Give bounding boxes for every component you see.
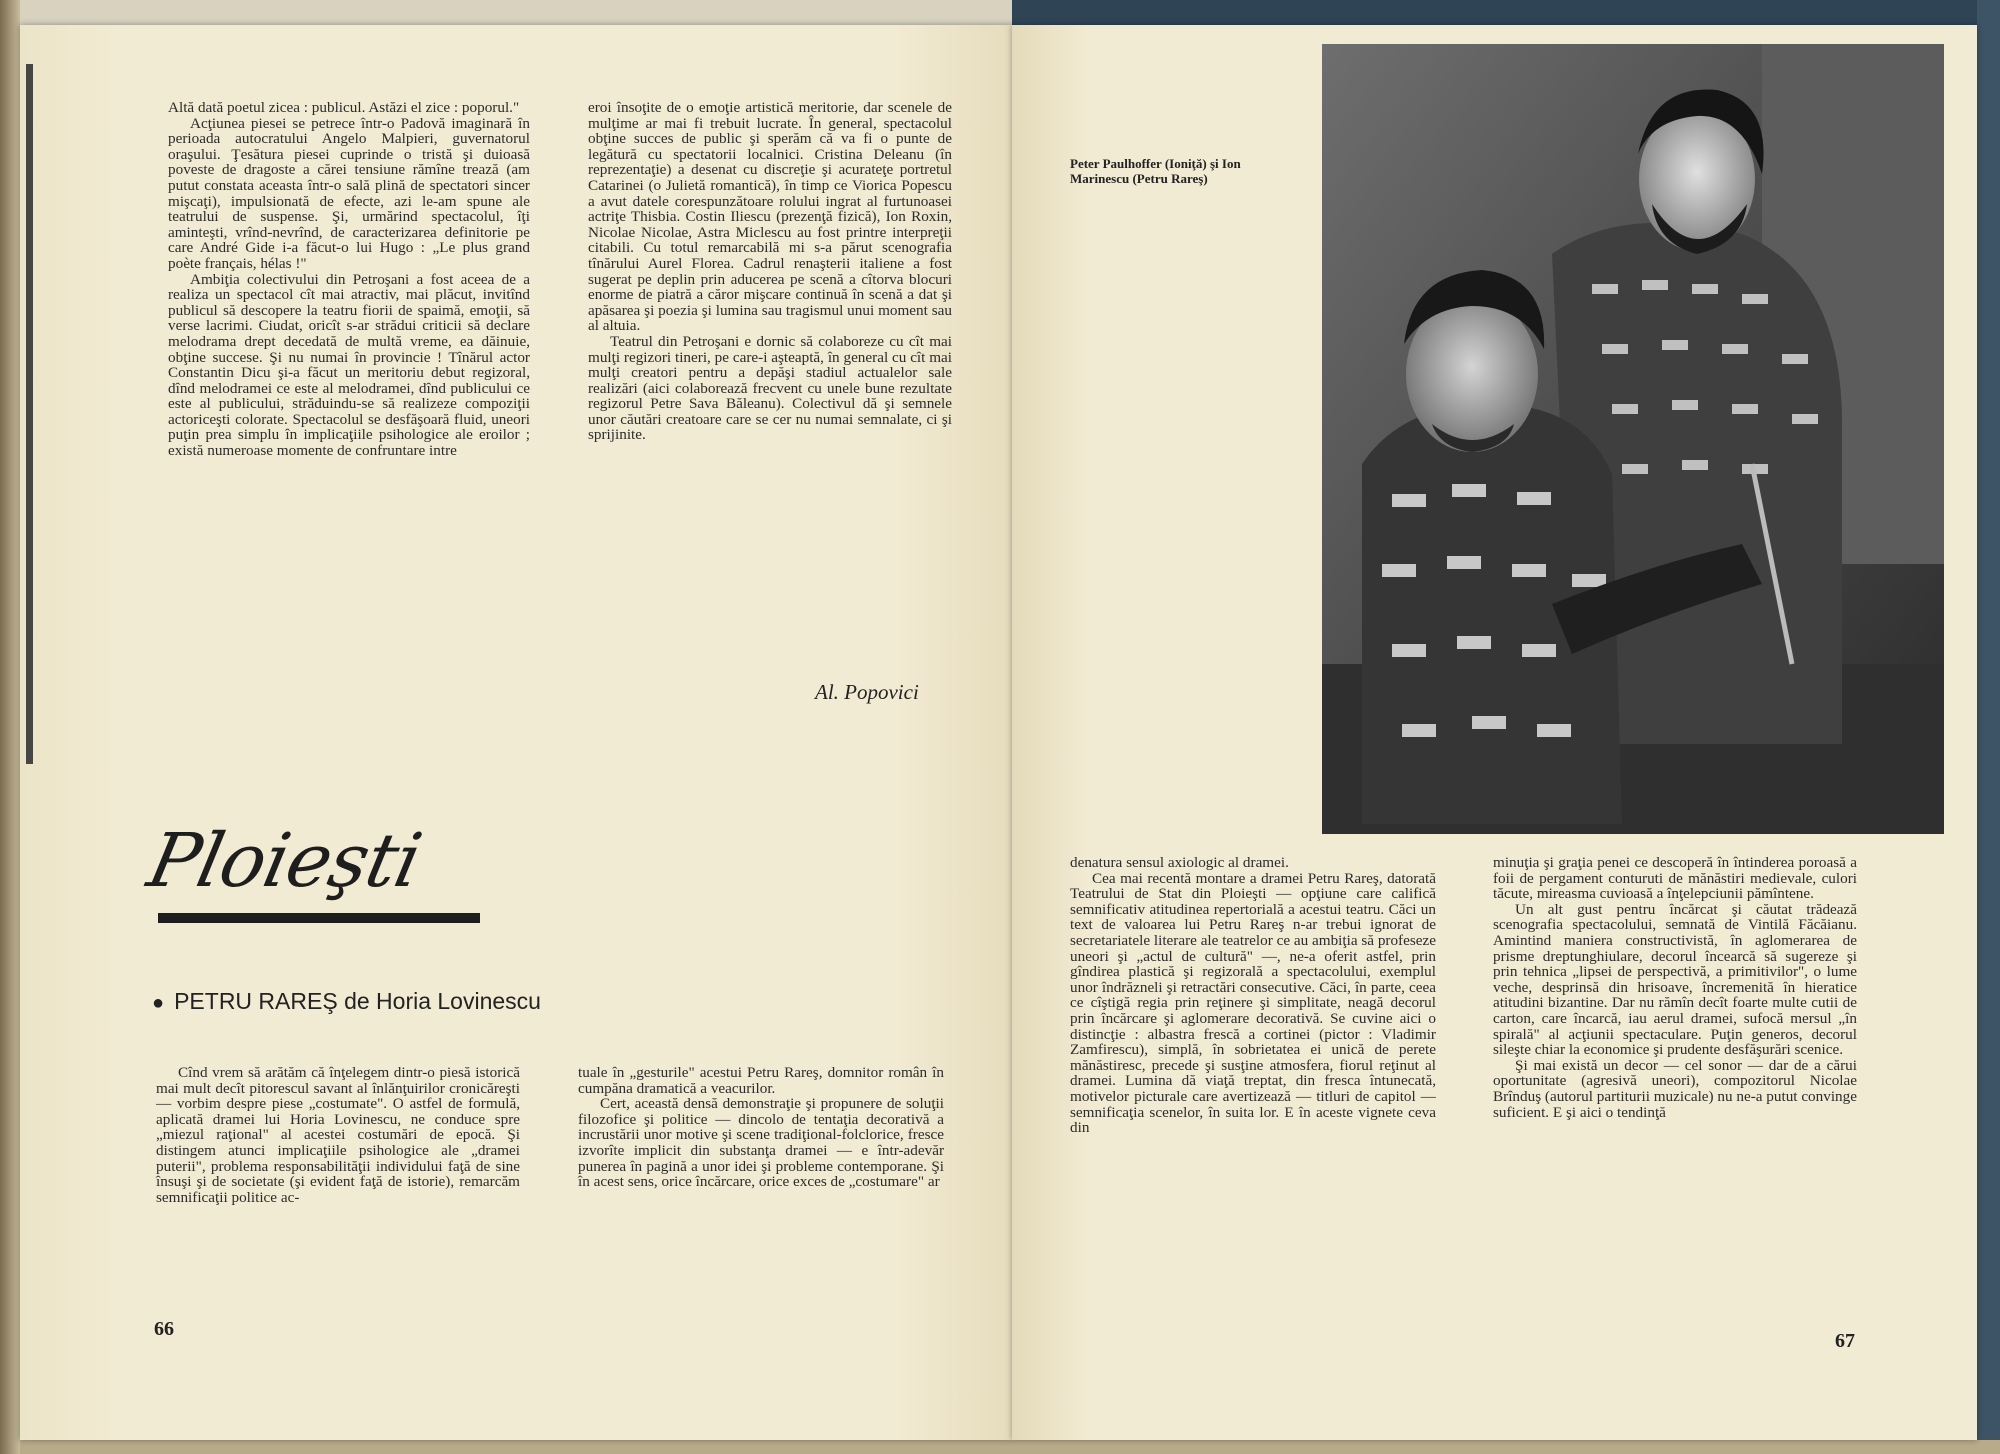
title-underline: [158, 913, 480, 923]
stage-photograph: [1322, 44, 1944, 834]
book-cover-top: [1012, 0, 2000, 25]
paragraph: eroi însoţite de o emoţie artistică meritorie, dar scenele de mulţime ar mai fi trebuit lucrate. În general, spectacolul obţine succes de public şi sperăm că va fi o punte de legătură cu spectatorii localnici. Cristina Deleanu (în reprezentaţie) a desenat cu discreţie şi acurateţe portretul Catarinei (o Julietă romantică), în timp ce Viorica Popescu a avut datele corespunzătoare rolului ingrat al furtunoasei actriţe Thisbia. Costin Iliescu (prezenţă fizică), Ion Roxin, Nicolae Nicolae, Astra Miclescu au fost printre interpreţii citabili. Cu totul remarcabilă mi s-a părut scenografia tînărului Aurel Florea. Cadrul renaşterii italiene a fost sugerat pe deplin prin aducerea pe scenă a cîtorva blocuri enorme de piatră a căror mişcare continuă în scenă a dat şi apăsarea şi poezia şi lumina sau tragismul unui moment sau al altuia.: [588, 99, 952, 335]
margin-binding-mark: [26, 64, 33, 764]
paragraph: Un alt gust pentru încărcat şi căutat trădează scenografia spectacolului, semnată de Vintilă Făcăianu. Amintind maniera constructivistă, în aglomerarea de prisme dreptunghiulare, decorul încearcă să sugereze şi prin tehnica „lipsei de perspectivă, a primitivilor", o lume veche, desprinsă din hrisoave, încremenită în hieratice atitudini bizantine. Dar nu rămîn decît foarte multe cutii de carton, care încarcă, iau aerul dramei, sufocă mersul „în spirală" al acţiunii spectaculare. Puţin generos, decorul sileşte chiar la economice şi prudente desfăşurări scenice.: [1493, 900, 1857, 1059]
paragraph: Şi mai există un decor — cel sonor — dar de a cărui oportunitate (agresivă uneori), compozitorul Nicolae Brînduş (autorul partiturii muzicale) nu ne-a putut convinge suficient. E şi aici o tendinţă: [1493, 1056, 1857, 1121]
paragraph: Cea mai recentă montare a dramei Petru Rareş, datorată Teatrului de Stat din Ploieşti — opţiune care califică semnificativ atitudinea repertorială a acestui teatru. Căci un text de valoarea lui Petru Rareş n-ar trebui ignorat de secretariatele literare ale teatrelor ce au ambiţia să profeseze uneori şi „actul de cultură" —, ne-a oferit astfel, prin gîndirea plastică şi regizorală a spectacolului, exemplul unor îndrăzneli şi retractări consecutive. Căci, în parte, ceea ce cîştigă regia prin reţinere şi simplitate, neagă decorul prin încărcare şi aglomerare decorativă. Se cuvine aici o distincţie : albastra frescă a cortinei (pictor : Vladimir Zamfirescu), simplă, în sobrietatea ei unică de perete mănăstiresc, precede şi susţine atmosfera, fiorul reţinut al dramei. Lumina dă viaţă treptat, din fresca întunecată, motivelor picturale care avertizează — titluri de capitol — semnificaţia scenelor, în suita lor. E în aceste vignete ceva din: [1070, 869, 1436, 1137]
paragraph: Ambiţia colectivului din Petroşani a fost aceea de a realiza un spectacol cît mai atractiv, mai plăcut, invitînd publicul să descopere la teatru fiorii de spaimă, emoţii, să verse lacrimi. Ciudat, oricît s-ar strădui criticii să declare melodrama drept decedată de multă vreme, ea dăinuie, obţine succese. Şi nu numai în provincie ! Tînărul actor Constantin Dicu şi-a făcut un meritoriu debut regizoral, dînd melodramei ce este al melodramei, dînd publicului ce este al publicului, străduindu-se să realizeze compoziţii actoriceşti colorate. Spectacolul se desfăşoară fluid, uneori puţin prea simplu în implicaţiile psihologice ale eroilor ; există numeroase momente de confruntare intre: [168, 270, 530, 460]
section-heading-text: PETRU RAREŞ de Horia Lovinescu: [174, 988, 541, 1014]
article-column-5: [1070, 855, 1436, 1136]
photo-caption: Peter Paulhoffer (Ioniţă) şi Ion Marinescu (Petru Rareş): [1070, 156, 1241, 186]
paragraph: denatura sensul axiologic al dramei.: [1070, 854, 1289, 871]
author-signature: Al. Popovici: [815, 680, 919, 704]
section-heading: [152, 988, 541, 1015]
book-cover-bottom: [20, 1440, 2000, 1454]
article-column-1: [168, 100, 530, 459]
paragraph: tuale în „gesturile" acestui Petru Rareş, domnitor român în cumpăna dramatică a veacurilor.: [578, 1064, 944, 1097]
paragraph: minuţia şi graţia penei ce descoperă în întinderea poroasă a foii de pergament conturuti de mănăstiri medievale, culori tăcute, mireasma cuvioasă a înţelepciunii pămîntene.: [1493, 854, 1857, 903]
article-column-6: [1493, 855, 1857, 1120]
paragraph: Teatrul din Petroşani e dornic să colaboreze cu cît mai mulţi regizori tineri, pe care-i aşteaptă, în general cu cît mai mulţi creatori pentru a depăşi stadiul actualelor sale realizări (aici colaborează frecvent cu unele bune rezultate regizorul Petre Sava Băleanu). Colectivul dă şi semnele unor căutări creatoare care se cer nu numai semnalate, ci şi sprijinite.: [588, 332, 952, 444]
paragraph: Altă dată poetul zicea : publicul. Astăzi el zice : poporul.": [168, 99, 520, 116]
article-column-4: [578, 1065, 944, 1190]
article-column-3: [156, 1065, 520, 1205]
page-number-right: 67: [1835, 1330, 1855, 1352]
book-cover-edge: [1977, 0, 2000, 1454]
paragraph: Cert, această densă demonstraţie şi propunere de soluţii filozofice şi politice — dincolo de tentaţia decorativă a incrustării unor motive şi scene tradiţional-folclorice, fresce izvorîte implicit din substanţa dramei — e într-adevăr punerea în pagină a unor idei şi probleme contemporane. Şi în acest sens, orice încărcare, orice exces de „costumare" ar: [578, 1095, 944, 1191]
city-title: Ploieşti: [140, 818, 428, 904]
page-number-left: 66: [154, 1318, 174, 1340]
bullet-icon: ●: [152, 992, 165, 1014]
book-spine: [0, 0, 20, 1454]
stage-photo-illustration: [1322, 44, 1944, 834]
paragraph: Cînd vrem să arătăm că înţelegem dintr-o piesă istorică mai mult decît pitorescul savant al înlănţuirilor cronicăreşti — vorbim despre piese „costumate". O astfel de formulă, aplicată dramei lui Horia Lovinescu, ne conduce spre „miezul raţional" al acestei costumări de epocă. Şi distingem atunci implicaţiile psihologice ale „dramei puterii", problema responsabilităţii individului faţă de sine însuşi şi de societate (şi evident faţă de istorie), remarcăm semnificaţii politice ac-: [156, 1064, 520, 1206]
paragraph: Acţiunea piesei se petrece într-o Padovă imaginară în perioada autocratului Angelo Malpieri, guvernatorul oraşului. Ţesătura piesei cuprinde o tristă şi duioasă poveste de dragoste a cărei tensiune rămîne trează (am putut constata aceasta într-o sală plină de spectatori sincer mişcaţi), impulsionată de efecte, azi le-am spune ale teatrului de suspense. Şi, urmărind spectacolul, îţi aminteşti, vrînd-nevrînd, de caracterizarea definitorie pe care André Gide i-a făcut-o lui Hugo : „Le plus grand poète français, hélas !": [168, 114, 530, 272]
article-column-2: [588, 100, 952, 443]
